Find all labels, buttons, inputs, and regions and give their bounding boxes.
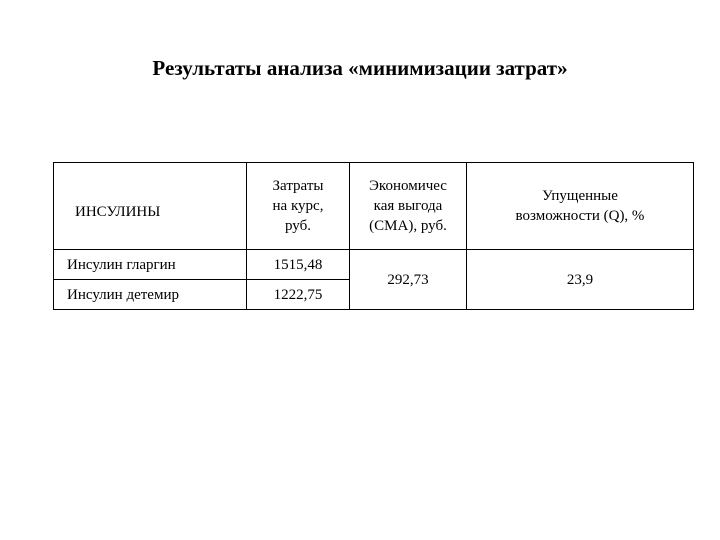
row-cost-cell: 1222,75 bbox=[247, 280, 350, 310]
header-insulins bbox=[54, 163, 247, 250]
lost-opportunities-value-cell: 23,9 bbox=[467, 250, 694, 310]
row-cost-cell: 1515,48 bbox=[247, 250, 350, 280]
header-insulins-label: ИНСУЛИНЫ bbox=[75, 204, 161, 220]
header-lost-opportunities bbox=[467, 163, 694, 250]
page-title: Результаты анализа «минимизации затрат» bbox=[152, 56, 568, 80]
results-table bbox=[53, 162, 694, 310]
header-cost bbox=[247, 163, 350, 250]
table-header-row bbox=[54, 163, 694, 250]
header-cost-label: Затраты на курс, руб. bbox=[272, 178, 324, 234]
table-row bbox=[54, 250, 694, 280]
row-name-cell: Инсулин детемир bbox=[54, 280, 247, 310]
benefit-value-cell: 292,73 bbox=[350, 250, 467, 310]
row-name-cell: Инсулин гларгин bbox=[54, 250, 247, 280]
header-lost-opportunities-label: Упущенные возможности (Q), % bbox=[515, 188, 645, 224]
header-benefit-label: Экономичес кая выгода (CMA), руб. bbox=[369, 178, 447, 234]
header-benefit bbox=[350, 163, 467, 250]
